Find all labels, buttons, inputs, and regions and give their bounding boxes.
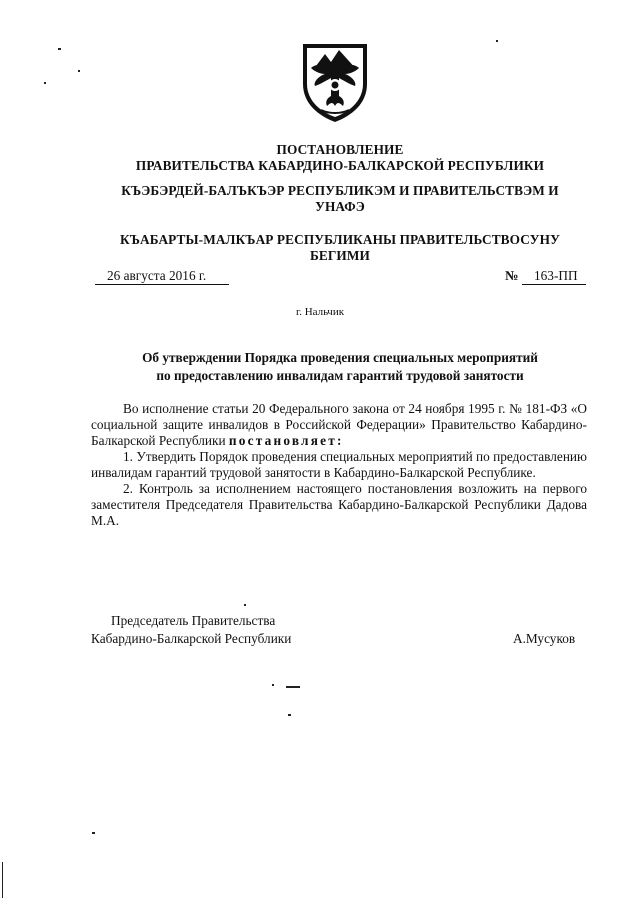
signatory-name: А.Мусуков [513, 631, 576, 646]
balkar-heading-line-2: БЕГИМИ [310, 248, 370, 263]
document-date: 26 августа 2016 г. [95, 268, 229, 285]
document-number: 163-ПП [522, 268, 586, 285]
preamble-text: Во исполнение статьи 20 Федерального закона от 24 ноября 1995 г. № 181-ФЗ «О социальной защите инвалидов в Российской Федерации» Правительство Кабардино-Балкарской Республики [91, 401, 587, 448]
scan-speck [44, 82, 46, 84]
kabardian-heading [90, 183, 590, 215]
document-number-label: № [505, 268, 519, 283]
kabardian-heading-line-2: УНАФЭ [315, 199, 365, 214]
scan-speck [58, 48, 61, 50]
resolution-heading [90, 142, 590, 174]
scan-speck [288, 714, 291, 716]
item-2-paragraph: 2. Контроль за исполнением настоящего постановления возложить на первого заместителя Председателя Правительства Кабардино-Балкарской Республики Дадова М.А. [91, 481, 587, 528]
signatory-position-line-1: Председатель Правительства [111, 613, 276, 628]
scan-speck [496, 40, 498, 42]
balkar-heading-line-1: КЪАБАРТЫ-МАЛКЪАР РЕСПУБЛИКАНЫ ПРАВИТЕЛЬСТВОСУНУ [120, 232, 560, 247]
preamble-paragraph [91, 401, 587, 449]
signatory-position-line-2: Кабардино-Балкарской Республики [91, 631, 292, 646]
title-line-2: по предоставлению инвалидам гарантий трудовой занятости [156, 368, 524, 383]
heading-line-1: ПОСТАНОВЛЕНИЕ [276, 142, 404, 157]
document-title [90, 349, 590, 385]
item-1-paragraph: 1. Утвердить Порядок проведения специальных мероприятий по предоставлению инвалидам гарантий трудовой занятости в Кабардино-Балкарской Республике. [91, 449, 587, 480]
kabardian-heading-line-1: КЪЭБЭРДЕЙ-БАЛЪКЪЭР РЕСПУБЛИКЭМ И ПРАВИТЕЛЬСТВЭМ И [121, 183, 559, 198]
heading-line-2: ПРАВИТЕЛЬСТВА КАБАРДИНО-БАЛКАРСКОЙ РЕСПУБЛИКИ [135, 158, 545, 173]
resolves-word: постановляет: [228, 433, 344, 448]
document-city: г. Нальчик [295, 306, 345, 318]
scan-speck [78, 70, 80, 72]
scan-speck [92, 832, 95, 834]
document-body [91, 401, 587, 529]
scan-speck [286, 686, 300, 688]
balkar-heading [90, 232, 590, 264]
scan-speck [272, 684, 274, 686]
coat-of-arms-icon [295, 40, 375, 124]
title-line-1: Об утверждении Порядка проведения специальных мероприятий [142, 350, 538, 365]
signatory-position [91, 612, 351, 648]
scan-speck [2, 862, 3, 898]
scan-speck [244, 604, 246, 606]
